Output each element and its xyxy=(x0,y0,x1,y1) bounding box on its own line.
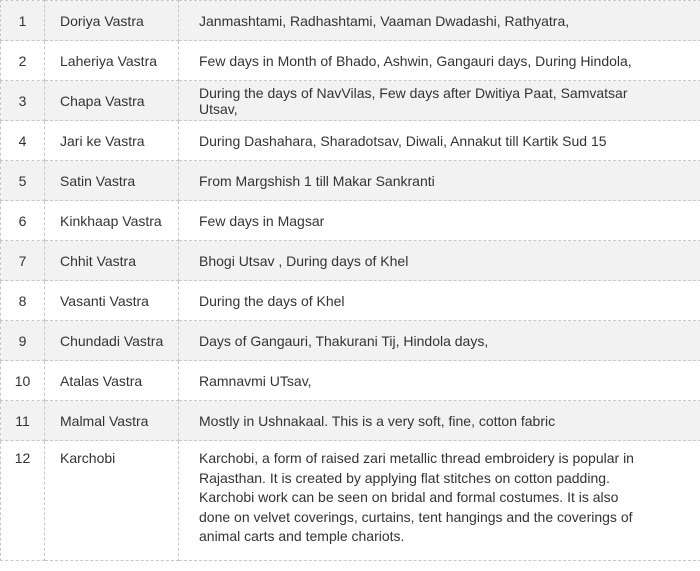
row-number: 12 xyxy=(1,441,45,561)
row-number: 10 xyxy=(1,361,45,401)
table-row xyxy=(1,241,700,281)
table-row xyxy=(1,121,700,161)
row-number: 8 xyxy=(1,281,45,321)
vastra-name: Atalas Vastra xyxy=(45,361,179,401)
row-number: 2 xyxy=(1,41,45,81)
vastra-name: Doriya Vastra xyxy=(45,1,179,41)
table-row xyxy=(1,441,700,561)
occasion-text: During the days of NavVilas, Few days after Dwitiya Paat, Samvatsar Utsav, xyxy=(179,81,700,121)
occasion-text: Days of Gangauri, Thakurani Tij, Hindola days, xyxy=(179,321,700,361)
vastra-name: Karchobi xyxy=(45,441,179,561)
table-row xyxy=(1,321,700,361)
vastra-name: Chapa Vastra xyxy=(45,81,179,121)
row-number: 7 xyxy=(1,241,45,281)
occasion-text: Mostly in Ushnakaal. This is a very soft, fine, cotton fabric xyxy=(179,401,700,441)
occasion-text: Janmashtami, Radhashtami, Vaaman Dwadashi, Rathyatra, xyxy=(179,1,700,41)
occasion-text: During the days of Khel xyxy=(179,281,700,321)
table-row xyxy=(1,1,700,41)
table-row xyxy=(1,361,700,401)
table-body xyxy=(1,1,700,561)
row-number: 5 xyxy=(1,161,45,201)
vastra-name: Satin Vastra xyxy=(45,161,179,201)
row-number: 3 xyxy=(1,81,45,121)
table-row xyxy=(1,41,700,81)
vastra-name: Laheriya Vastra xyxy=(45,41,179,81)
occasion-text: Ramnavmi UTsav, xyxy=(179,361,700,401)
row-number: 9 xyxy=(1,321,45,361)
table-row xyxy=(1,81,700,121)
row-number: 4 xyxy=(1,121,45,161)
table-row xyxy=(1,401,700,441)
vastra-name: Chhit Vastra xyxy=(45,241,179,281)
vastra-name: Malmal Vastra xyxy=(45,401,179,441)
row-number: 6 xyxy=(1,201,45,241)
table-row xyxy=(1,161,700,201)
occasion-text: From Margshish 1 till Makar Sankranti xyxy=(179,161,700,201)
table-row xyxy=(1,281,700,321)
occasion-text: Few days in Month of Bhado, Ashwin, Gangauri days, During Hindola, xyxy=(179,41,700,81)
vastra-name: Chundadi Vastra xyxy=(45,321,179,361)
vastra-name: Vasanti Vastra xyxy=(45,281,179,321)
vastra-name: Jari ke Vastra xyxy=(45,121,179,161)
occasion-text: Bhogi Utsav , During days of Khel xyxy=(179,241,700,281)
vastra-name: Kinkhaap Vastra xyxy=(45,201,179,241)
table-row xyxy=(1,201,700,241)
occasion-text: Karchobi, a form of raised zari metallic thread embroidery is popular in Rajasthan. It is created by applying flat stitches on cotton padding. Karchobi work can be seen on bridal and formal costumes. It is also done on velvet coverings, curtains, tent hangings and the coverings of animal carts and temple chariots. xyxy=(179,441,700,561)
occasion-text: Few days in Magsar xyxy=(179,201,700,241)
row-number: 1 xyxy=(1,1,45,41)
occasion-text: During Dashahara, Sharadotsav, Diwali, Annakut till Kartik Sud 15 xyxy=(179,121,700,161)
row-number: 11 xyxy=(1,401,45,441)
